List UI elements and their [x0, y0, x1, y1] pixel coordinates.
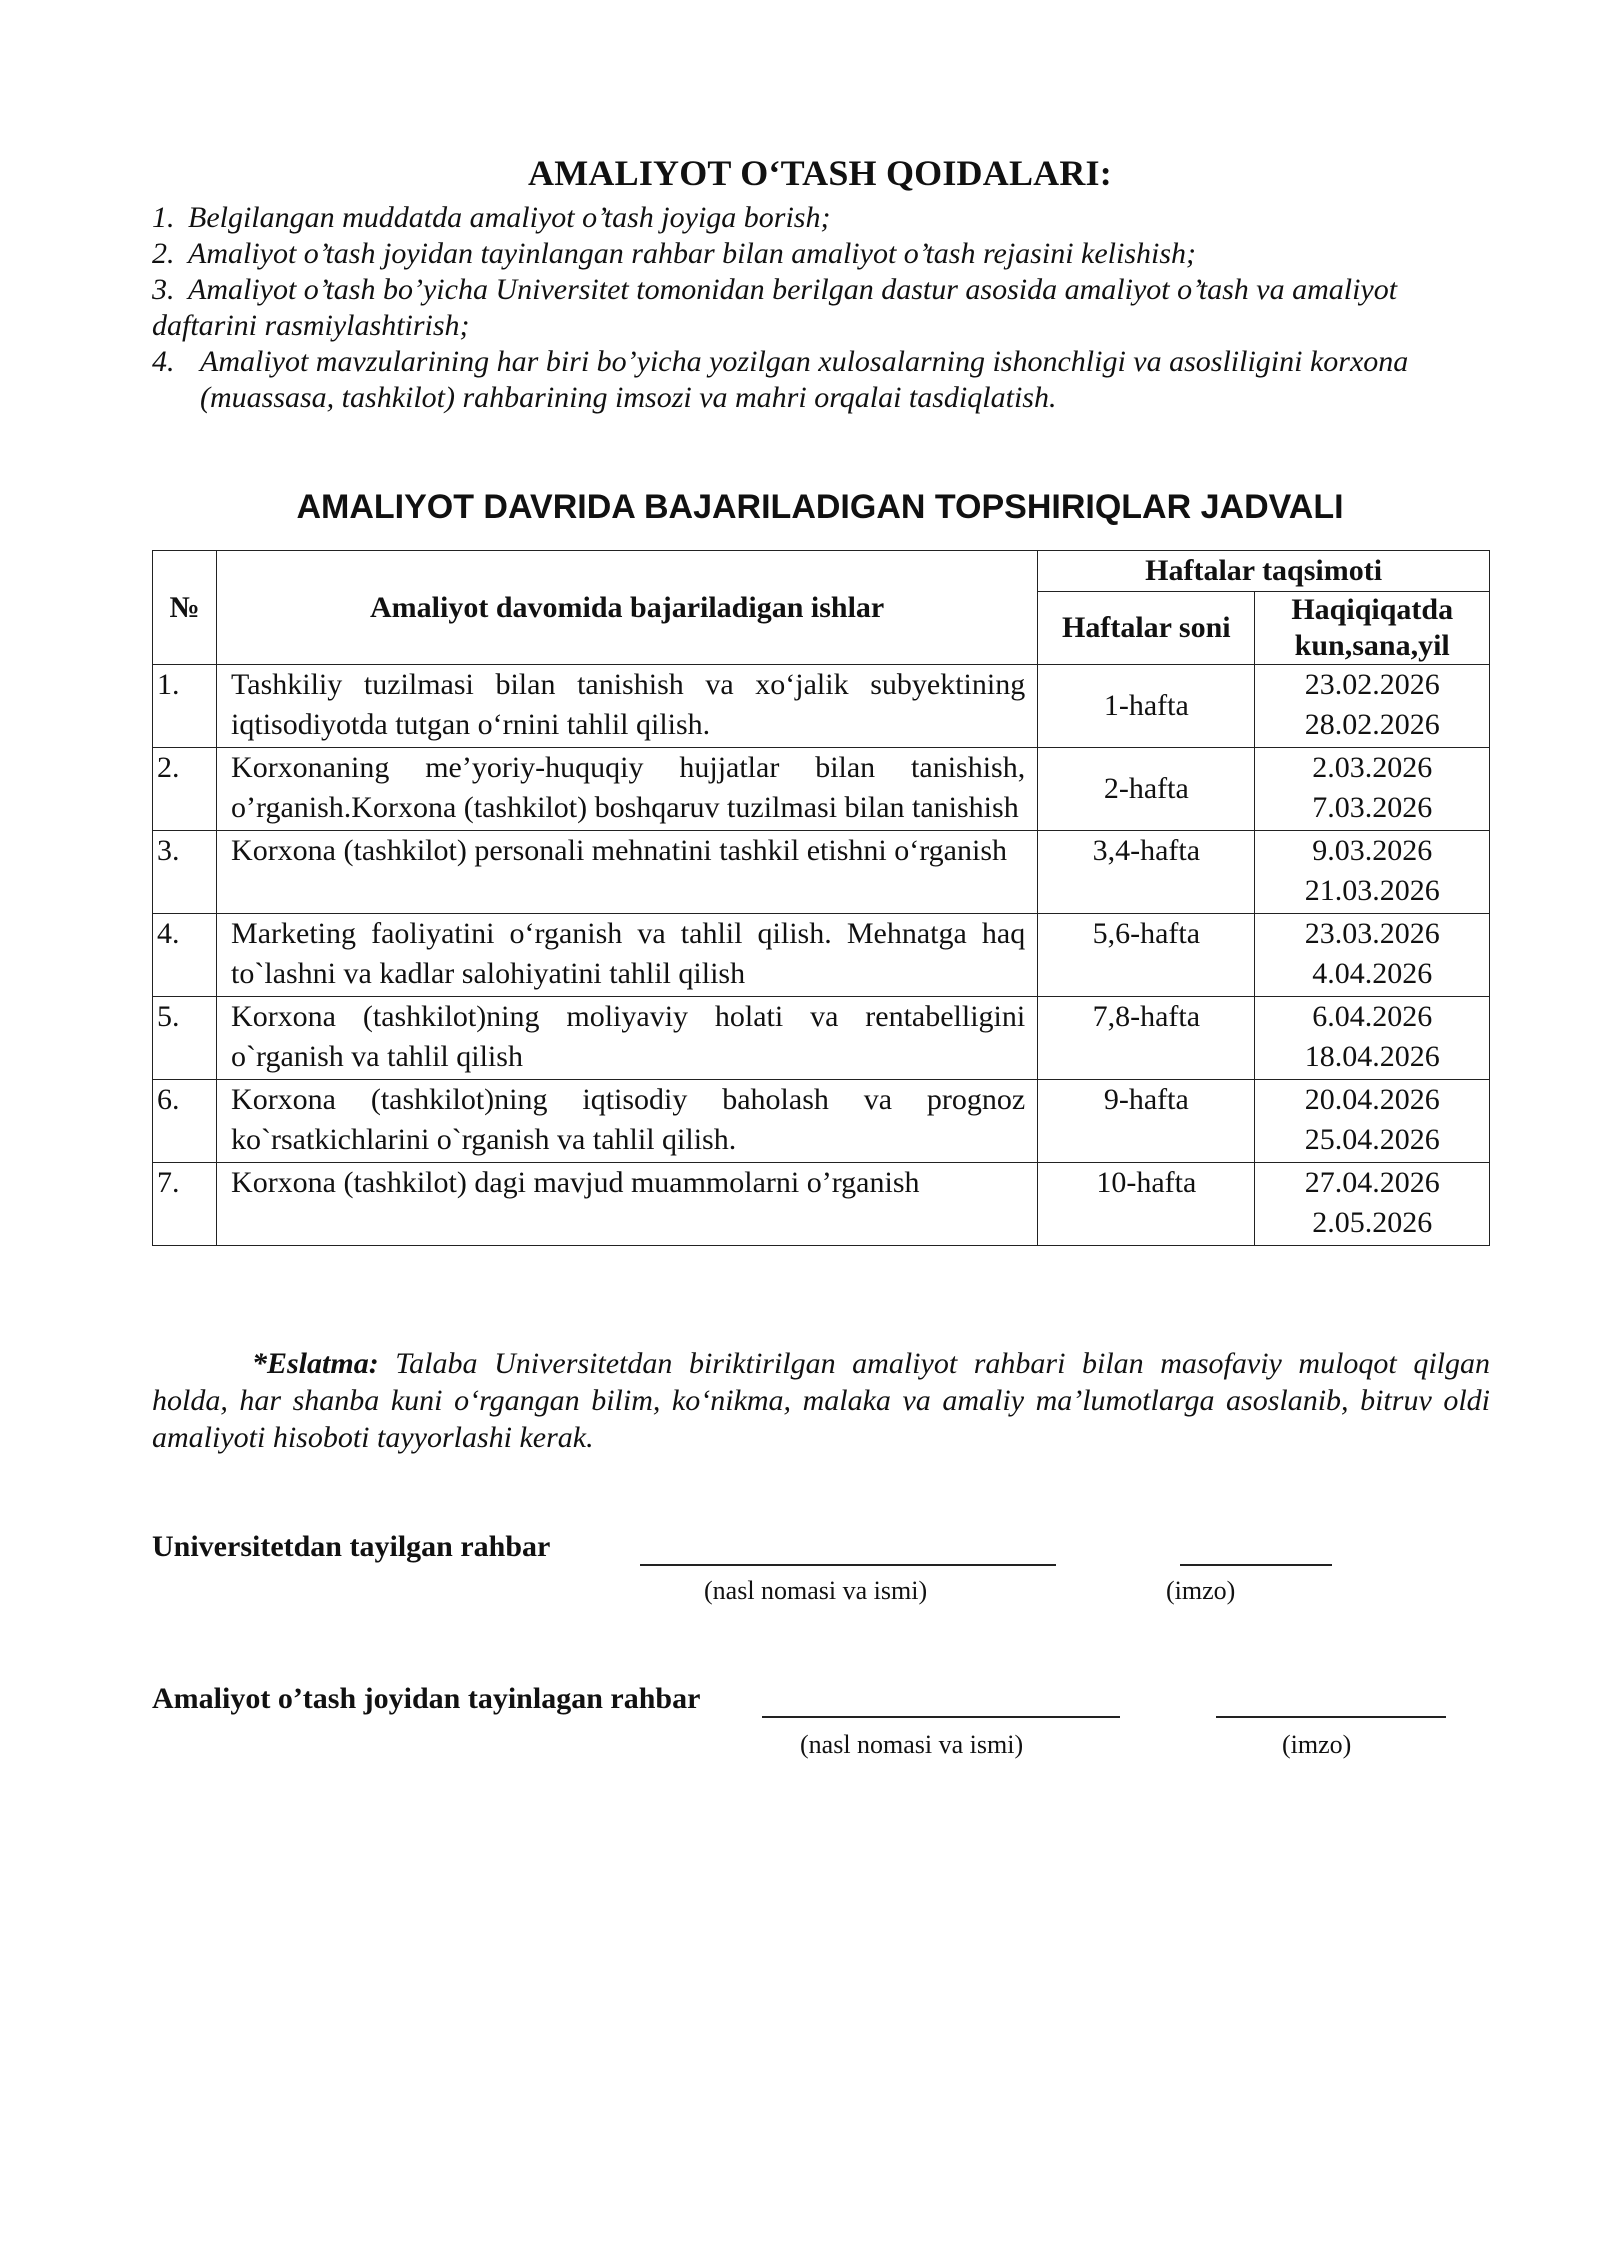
date-start: 23.03.2026 — [1304, 917, 1440, 950]
rule-text: Amaliyot o’tash joyidan tayinlangan rahbar bilan amaliyot o’tash rejasini kelishish; — [188, 237, 1197, 270]
site-supervisor-label: Amaliyot o’tash joyidan tayinlagan rahbar — [152, 1682, 701, 1715]
row-work: Marketing faoliyatini o‘rganish va tahlil qilish. Mehnatga haq to`lashni va kadlar salohiyatini tahlil qilish — [217, 914, 1038, 997]
row-number: 2. — [153, 748, 217, 831]
university-supervisor-signature-line — [1180, 1540, 1332, 1566]
date-end: 21.03.2026 — [1304, 874, 1440, 907]
date-end: 18.04.2026 — [1304, 1040, 1440, 1073]
date-end: 2.05.2026 — [1312, 1206, 1433, 1239]
university-supervisor-name-line — [640, 1540, 1056, 1566]
header-number: № — [153, 551, 217, 665]
row-work: Korxona (tashkilot)ning moliyaviy holati va rentabelligini o`rganish va tahlil qilish — [217, 997, 1038, 1080]
table-title: AMALIYOT DAVRIDA BAJARILADIGAN TOPSHIRIQLAR JADVALI — [296, 488, 1344, 526]
table-header-row — [153, 551, 1490, 592]
row-number: 1. — [153, 665, 217, 748]
table-row — [153, 997, 1490, 1080]
rule-item-2 — [152, 236, 1452, 272]
rule-number: 3. — [152, 273, 175, 306]
table-row — [153, 665, 1490, 748]
row-weeks: 7,8-hafta — [1038, 997, 1255, 1080]
row-work: Korxonaning me’yoriy-huquqiy hujjatlar bilan tanishish, o’rganish.Korxona (tashkilot) boshqaruv tuzilmasi bilan tanishish — [217, 748, 1038, 831]
university-supervisor-signature-caption: (imzo) — [1166, 1576, 1236, 1605]
row-number: 7. — [153, 1163, 217, 1246]
rule-text: Amaliyot o’tash bo’yicha Universitet tomonidan berilgan dastur asosida amaliyot o’tash va amaliyot daftarini rasmiylashtirish; — [152, 273, 1398, 342]
rules-title: AMALIYOT O‘TASH QOIDALARI: — [528, 153, 1112, 193]
row-weeks: 10-hafta — [1038, 1163, 1255, 1246]
rule-number: 1. — [152, 201, 175, 234]
header-dates-line2: kun,sana,yil — [1294, 629, 1450, 662]
rule-number: 2. — [152, 237, 175, 270]
rule-text: Amaliyot mavzularining har biri bo’yicha yozilgan xulosalarning ishonchligi va asosliligini korxona (muassasa, tashkilot) rahbarining imsozi va mahri orqalai tasdiqlatish. — [200, 345, 1409, 414]
note-paragraph — [152, 1345, 1490, 1456]
rule-item-3 — [152, 272, 1452, 344]
date-end: 28.02.2026 — [1304, 708, 1440, 741]
rule-text: Belgilangan muddatda amaliyot o’tash joyiga borish; — [188, 201, 831, 234]
row-number: 3. — [153, 831, 217, 914]
row-dates — [1255, 914, 1490, 997]
site-supervisor-signature-caption: (imzo) — [1282, 1730, 1352, 1759]
rules-list — [152, 200, 1452, 416]
row-number: 6. — [153, 1080, 217, 1163]
row-dates — [1255, 665, 1490, 748]
row-work: Korxona (tashkilot) personali mehnatini tashkil etishni o‘rganish — [217, 831, 1038, 914]
row-number: 5. — [153, 997, 217, 1080]
header-dates — [1255, 592, 1490, 665]
date-start: 23.02.2026 — [1304, 668, 1440, 701]
rule-number: 4. — [152, 345, 175, 378]
row-work: Korxona (tashkilot) dagi mavjud muammolarni o’rganish — [217, 1163, 1038, 1246]
row-dates — [1255, 997, 1490, 1080]
date-end: 7.03.2026 — [1312, 791, 1433, 824]
tasks-table — [152, 550, 1490, 1246]
date-start: 6.04.2026 — [1312, 1000, 1433, 1033]
site-supervisor-signature-line — [1216, 1692, 1446, 1718]
date-start: 20.04.2026 — [1304, 1083, 1440, 1116]
table-row — [153, 831, 1490, 914]
table-row — [153, 748, 1490, 831]
table-row — [153, 914, 1490, 997]
row-weeks: 3,4-hafta — [1038, 831, 1255, 914]
university-supervisor-name-caption: (nasl nomasi va ismi) — [704, 1576, 928, 1605]
date-end: 25.04.2026 — [1304, 1123, 1440, 1156]
site-supervisor-name-line — [762, 1692, 1120, 1718]
row-work: Tashkiliy tuzilmasi bilan tanishish va xo‘jalik subyektining iqtisodiyotda tutgan o‘rnini tahlil qilish. — [217, 665, 1038, 748]
site-supervisor-name-caption: (nasl nomasi va ismi) — [800, 1730, 1024, 1759]
table-row — [153, 1080, 1490, 1163]
row-weeks: 2-hafta — [1038, 748, 1255, 831]
row-weeks: 1-hafta — [1038, 665, 1255, 748]
row-dates — [1255, 831, 1490, 914]
row-dates — [1255, 1080, 1490, 1163]
row-work: Korxona (tashkilot)ning iqtisodiy baholash va prognoz ko`rsatkichlarini o`rganish va tahlil qilish. — [217, 1080, 1038, 1163]
row-weeks: 5,6-hafta — [1038, 914, 1255, 997]
header-week-distribution: Haftalar taqsimoti — [1038, 551, 1490, 592]
row-number: 4. — [153, 914, 217, 997]
date-end: 4.04.2026 — [1312, 957, 1433, 990]
header-weeks: Haftalar soni — [1038, 592, 1255, 665]
header-work: Amaliyot davomida bajariladigan ishlar — [217, 551, 1038, 665]
row-dates — [1255, 748, 1490, 831]
header-dates-line1: Haqiqiqatda — [1291, 593, 1454, 626]
rule-item-1 — [152, 200, 1452, 236]
note-text: Talaba Universitetdan biriktirilgan amaliyot rahbari bilan masofaviy muloqot qilgan holda, har shanba kuni o‘rgangan bilim, ko‘nikma, malaka va amaliy ma’lumotlarga asoslanib, bitruv oldi amaliyoti hisoboti tayyorlashi kerak. — [152, 1347, 1490, 1454]
rule-item-4 — [152, 344, 1452, 416]
date-start: 27.04.2026 — [1304, 1166, 1440, 1199]
date-start: 9.03.2026 — [1312, 834, 1433, 867]
university-supervisor-label: Universitetdan tayilgan rahbar — [152, 1530, 551, 1563]
date-start: 2.03.2026 — [1312, 751, 1433, 784]
note-label: *Eslatma: — [252, 1347, 379, 1380]
row-weeks: 9-hafta — [1038, 1080, 1255, 1163]
table-row — [153, 1163, 1490, 1246]
row-dates — [1255, 1163, 1490, 1246]
